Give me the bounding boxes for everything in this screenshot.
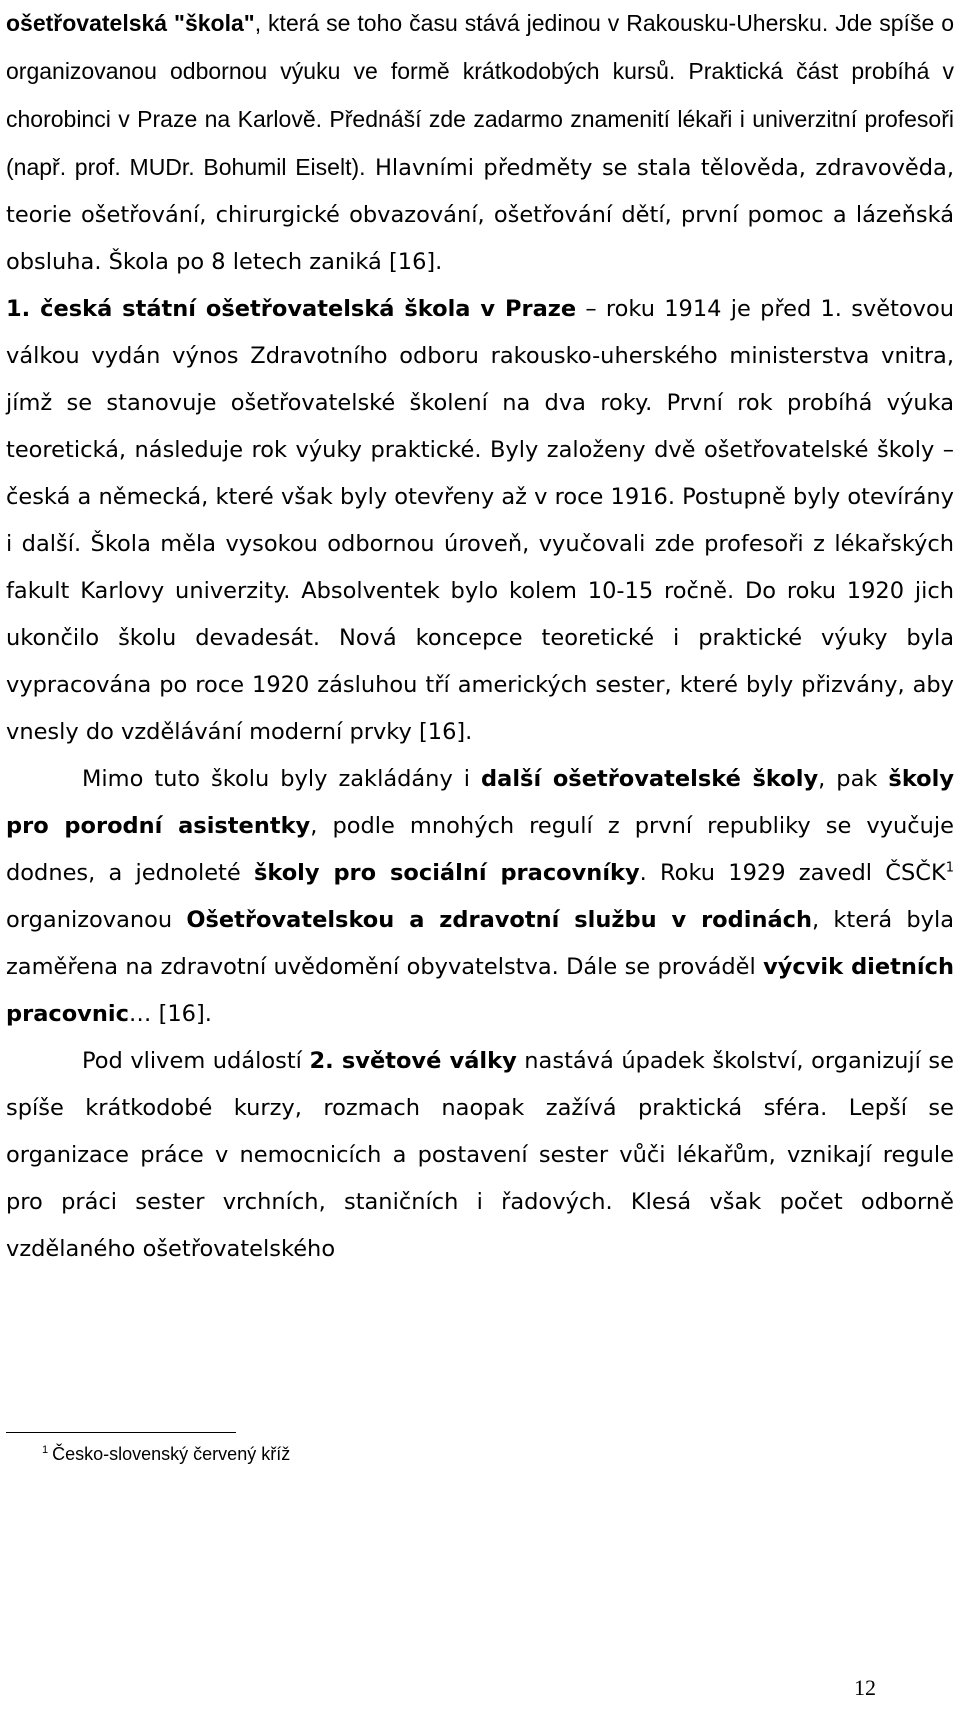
- footnote: [42, 1443, 290, 1465]
- paragraph-1-text-b: Hlavními předměty se stala tělověda, zdravověda, teorie ošetřování, chirurgické obvazování, ošetřování dětí, první pomoc a lázeňská obsluha. Škola po 8 letech zaniká [16].: [6, 155, 954, 275]
- footnote-divider: [6, 1432, 236, 1433]
- term-diet-training: výcvik dietních pracovnic: [6, 954, 954, 1027]
- term-nursing-school: ošetřovatelská "škola": [6, 10, 255, 36]
- page-number: 12: [854, 1675, 876, 1700]
- heading-first-state-school: 1. česká státní ošetřovatelská škola v Praze: [6, 296, 577, 322]
- paragraph-1: [6, 0, 954, 286]
- footnote-marker: 1: [42, 1444, 49, 1456]
- body-text: [6, 0, 954, 1273]
- paragraph-2: [6, 286, 954, 756]
- footnote-text: Česko-slovenský červený kříž: [52, 1444, 291, 1464]
- paragraph-4: Pod vlivem událostí 2. světové války nastává úpadek školství, organizují se spíše krátkodobé kurzy, rozmach naopak zažívá praktická sféra. Lepší se organizace práce v nemocnicích a postavení sester vůči lékařům, vznikají regule pro práci sester vrchních, staničních i řadových. Klesá však počet odborně vzdělaného ošetřovatelského: [6, 1048, 954, 1262]
- paragraph-2-text: – roku 1914 je před 1. světovou válkou vydán výnos Zdravotního odboru rakousko-uherského ministerstva vnitra, jímž se stanovuje ošetřovatelské školení na dva roky. První rok probíhá výuka teoretická, následuje rok výuky praktické. Byly založeny dvě ošetřovatelské školy – česká a německá, které však byly otevřeny až v roce 1916. Postupně byly otevírány i další. Škola měla vysokou odbornou úroveň, vyučovali zde profesoři z lékařských fakult Karlovy univerzity. Absolventek bylo kolem 10-15 ročně. Do roku 1920 jich ukončilo školu devadesát. Nová koncepce teoretické i praktické výuky byla vypracována po roce 1920 zásluhou tří amerických sester, které byly přizvány, aby vnesly do vzdělávání moderní prvky [16].: [6, 296, 955, 745]
- term-midwife-schools: školy pro porodní asistentky: [6, 766, 955, 839]
- paragraph-1-text-a: , která se toho času stává jedinou v Rakousku-Uhersku. Jde spíše o organizovanou odbornou výuku ve formě krátkodobých kursů. Praktická část probíhá v chorobinci v Praze na Karlově. Přednáší zde zadarmo znamenití lékaři i univerzitní profesoři (např. prof. MUDr. Bohumil Eiselt).: [6, 10, 954, 180]
- paragraph-3: Mimo tuto školu byly zakládány i další ošetřovatelské školy, pak školy pro porodní asistentky, podle mnohých regulí z první republiky se vyučuje dodnes, a jednoleté školy pro sociální pracovníky. Roku 1929 zavedl ČSČK$^1$ organizovanou Ošetřovatelskou a zdravotní službu v rodinách, která byla zaměřena na zdravotní uvědomění obyvatelstva. Dále se prováděl výcvik dietních pracovnic… [16].: [6, 766, 955, 1027]
- term-other-nursing-schools: další ošetřovatelské školy: [481, 766, 819, 792]
- footnote-ref[interactable]: 1: [945, 860, 955, 876]
- term-home-care-service: Ošetřovatelskou a zdravotní službu v rodinách: [186, 907, 813, 933]
- term-ww2: 2. světové války: [309, 1048, 517, 1074]
- term-social-worker-schools: školy pro sociální pracovníky: [253, 860, 640, 886]
